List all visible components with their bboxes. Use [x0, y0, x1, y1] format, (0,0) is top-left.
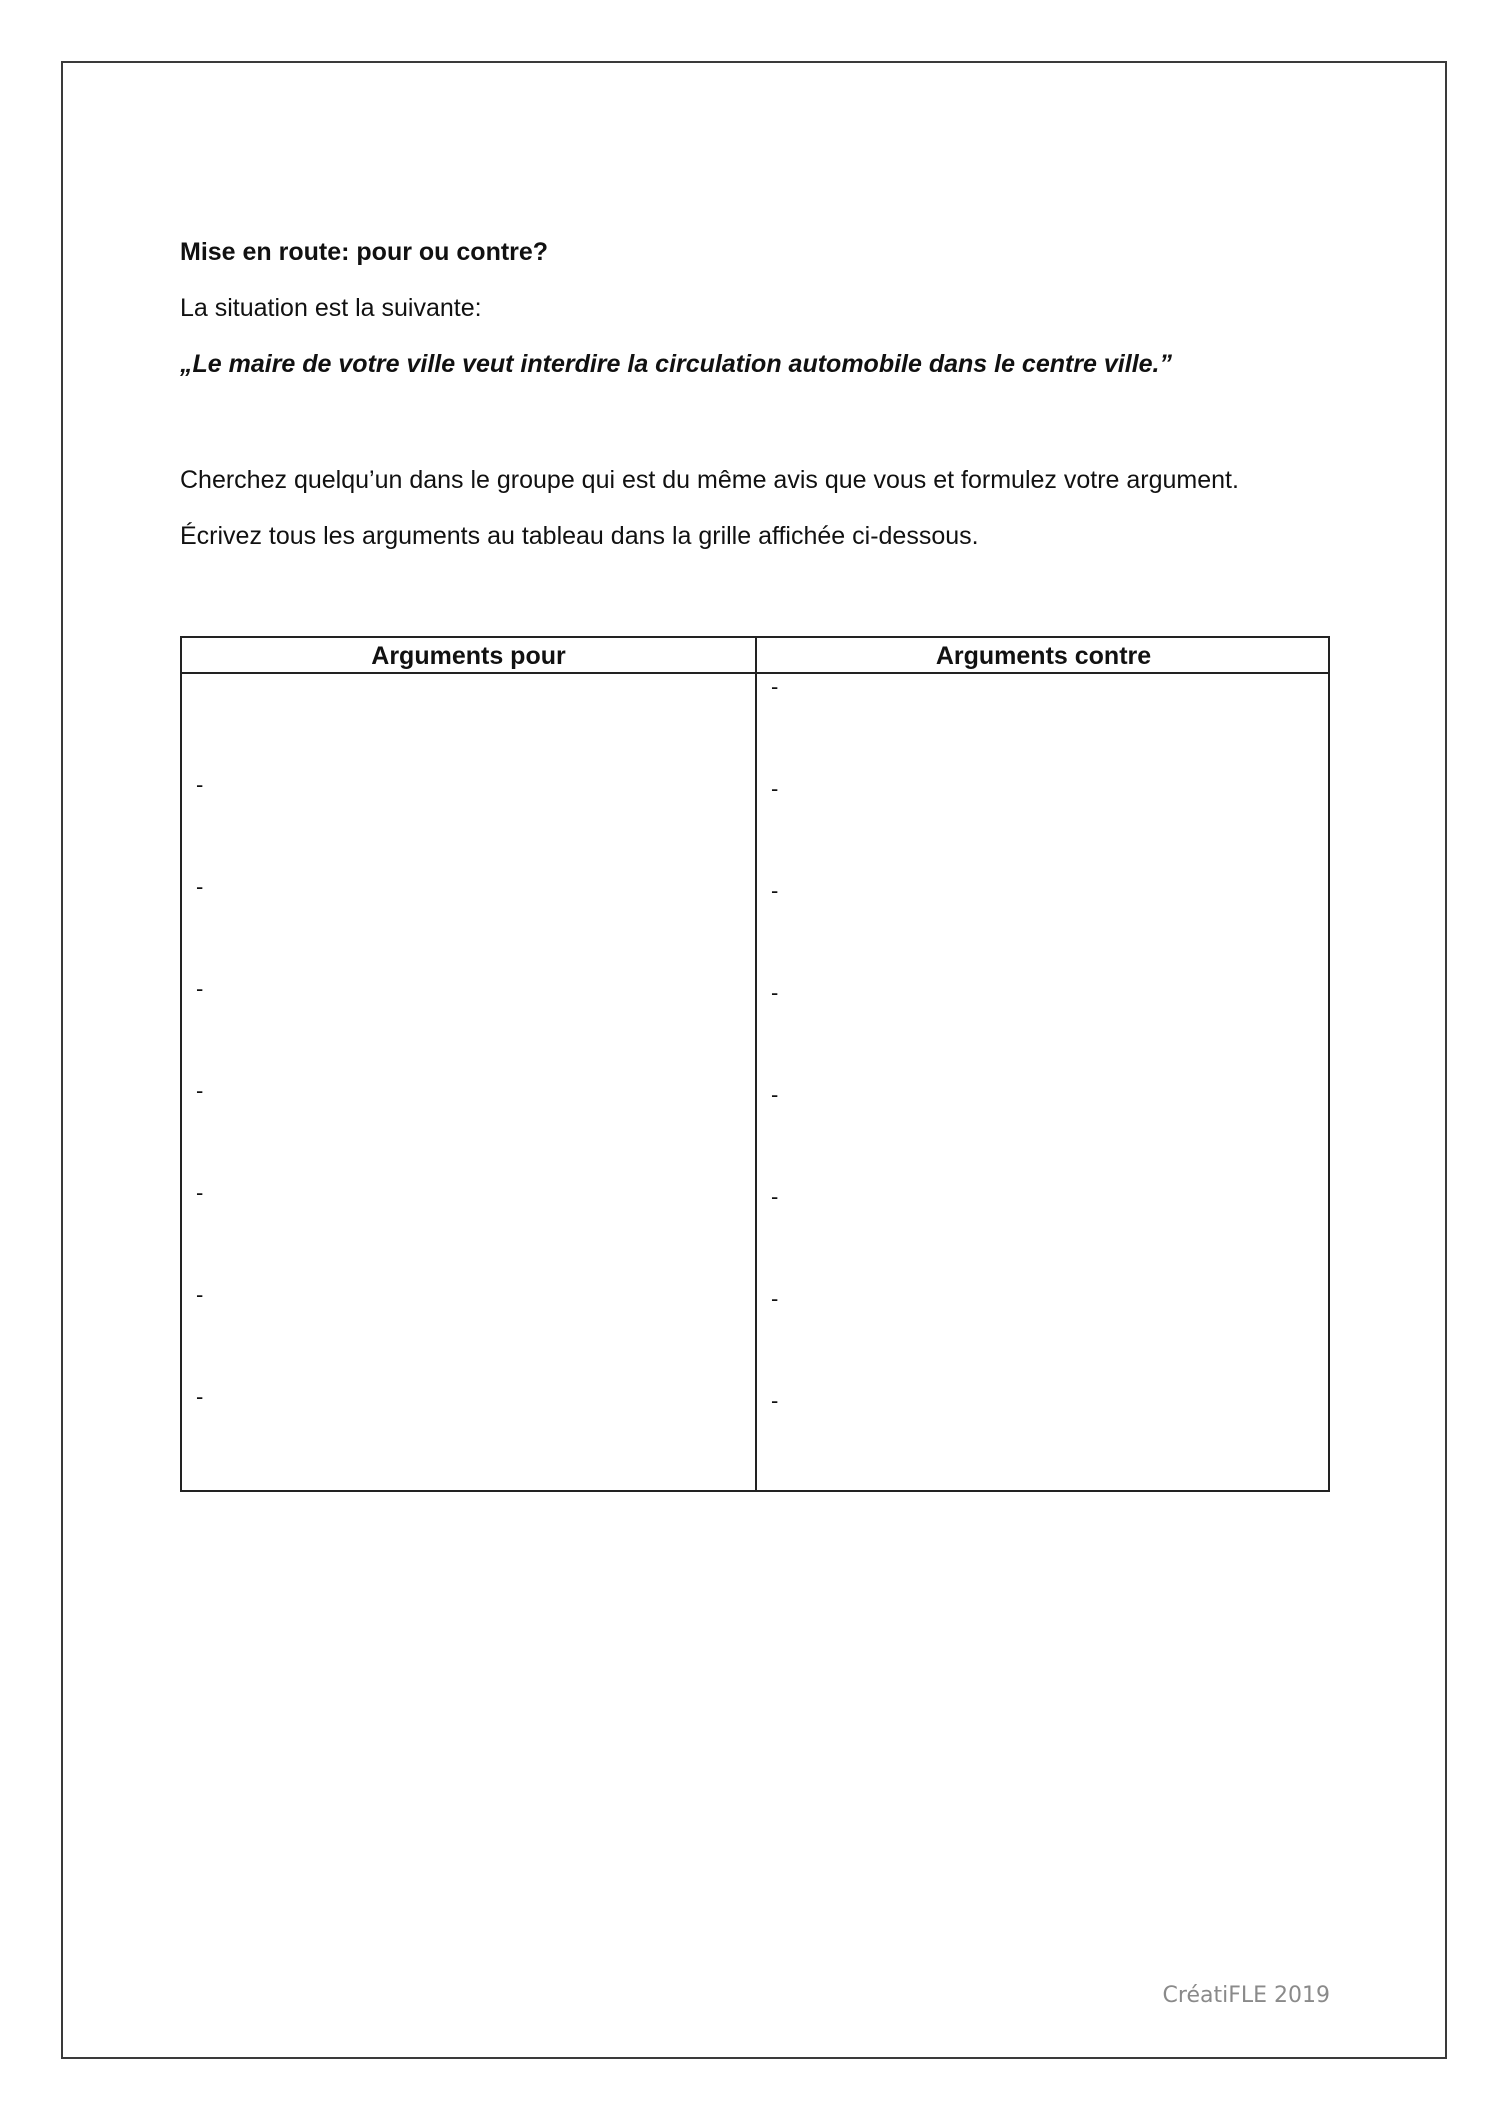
argument-line: - [771, 1388, 779, 1413]
argument-line: - [196, 1078, 204, 1103]
argument-line: - [196, 1384, 204, 1409]
situation-intro: La situation est la suivante: [180, 294, 482, 322]
header-arguments-pour: Arguments pour [371, 642, 566, 670]
arguments-table [180, 636, 1330, 1492]
argument-line: - [771, 776, 779, 801]
argument-line: - [196, 1282, 204, 1307]
argument-line: - [771, 878, 779, 903]
header-arguments-contre: Arguments contre [935, 642, 1152, 670]
argument-line: - [771, 1184, 779, 1209]
argument-line: - [771, 1082, 779, 1107]
argument-line: - [771, 674, 779, 699]
arguments-contre-list [757, 674, 1330, 1490]
arguments-pour-list [182, 674, 755, 1490]
instruction-find-partner: Cherchez quelqu’un dans le groupe qui est du même avis que vous et formulez votre argument. [180, 466, 1239, 494]
argument-line: - [196, 874, 204, 899]
argument-line: - [196, 772, 204, 797]
footer-credit: CréatiFLE 2019 [1162, 1983, 1330, 2008]
argument-line: - [196, 976, 204, 1001]
section-heading: Mise en route: pour ou contre? [180, 238, 549, 266]
argument-line: - [196, 1180, 204, 1205]
situation-quote: „Le maire de votre ville veut interdire la circulation automobile dans le centre ville.” [180, 350, 1172, 378]
instruction-write-arguments: Écrivez tous les arguments au tableau dans la grille affichée ci-dessous. [180, 522, 979, 550]
argument-line: - [771, 1286, 779, 1311]
argument-line: - [771, 980, 779, 1005]
